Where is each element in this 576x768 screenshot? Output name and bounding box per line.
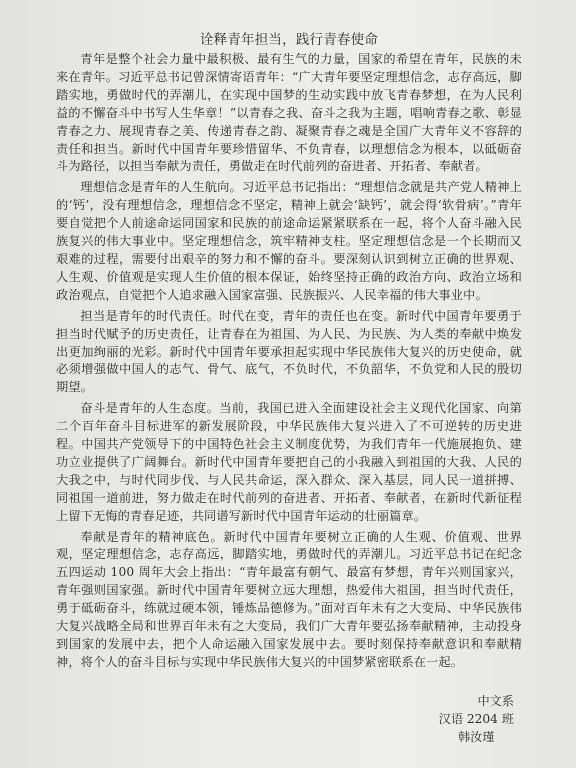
paragraph-struggle: 奋斗是青年的人生态度。当前，我国已进入全面建设社会主义现代化国家、向第二个百年奋斗目标进军的新发展阶段，中华民族伟大复兴进入了不可逆转的历史进程。中国共产党领导下的中国特色社会主义制度优势，为我们青年一代施展抱负、建功立业提供了广阔舞台。新时代中国青年要把自己的小我融入到祖国的大我、人民的大我之中，与时代同步伐、与人民共命运，深入群众、深入基层，同人民一道拼搏、同祖国一道前进，努力做走在时代前列的奋进者、开拓者、奉献者，在新时代新征程上留下无悔的青春足迹，共同谱写新时代中国青年运动的壮丽篇章。 — [56, 401, 522, 523]
signature-class: 汉语 2204 班 — [438, 712, 514, 726]
signature-department: 中文系 — [477, 694, 514, 708]
paragraph-responsibility: 担当是青年的时代责任。时代在变，青年的责任也在变。新时代中国青年要勇于担当时代赋予的历史责任，让青春在为祖国、为人民、为民族、为人类的奉献中焕发出更加绚丽的光彩。新时代中国青年要承担起实现中华民族伟大复兴的历史使命，就必须增强做中国人的志气、骨气、底气，不负时代，不负韶华，不负党和人民的殷切期望。 — [56, 308, 522, 395]
signature-name: 韩汝瑾 — [458, 730, 495, 744]
essay-body — [56, 30, 522, 675]
paragraph-dedication: 奉献是青年的精神底色。新时代中国青年要树立正确的人生观、价值观、世界观，坚定理想信念，志存高远，脚踏实地，勇做时代的弄潮儿。习近平总书记在纪念五四运动 100 周年大会上指出：“青年最富有朝气、最富有梦想，青年兴则国家兴，青年强则国家强。新时代中国青年要树立远大理想，热爱伟大祖国，担当时代责任，勇于砥砺奋斗，练就过硬本领，锤炼品德修为。”面对百年未有之大变局、中华民族伟大复兴战略全局和世界百年未有之大变局，我们广大青年要弘扬奉献精神，主动投身到国家的发展中去，把个人命运融入国家发展中去。要时刻保持奉献意识和奉献精神，将个人的奋斗目标与实现中华民族伟大复兴的中国梦紧密联系在一起。 — [56, 529, 522, 669]
signature-block — [439, 692, 514, 746]
paragraph-ideals: 理想信念是青年的人生航向。习近平总书记指出：“理想信念就是共产党人精神上的‘钙’，没有理想信念，理想信念不坚定，精神上就会‘缺钙’，就会得‘软骨病’。”青年要自觉把个人前途命运同国家和民族的前途命运紧紧联系在一起，将个人奋斗融入民族复兴的伟大事业中。坚定理想信念，筑牢精神支柱。坚定理想信念是一个长期而又艰难的过程，需要付出艰辛的努力和不懈的奋斗。要深刻认识到树立正确的世界观、人生观、价值观是实现人生价值的根本保证，始终坚持正确的政治方向、政治立场和政治观点，自觉把个人追求融入国家富强、民族振兴、人民幸福的伟大事业中。 — [56, 180, 522, 302]
paragraph-intro: 青年是整个社会力量中最积极、最有生气的力量，国家的希望在青年，民族的未来在青年。习近平总书记曾深情寄语青年：“广大青年要坚定理想信念，志存高远，脚踏实地，勇做时代的弄潮儿，在实现中国梦的生动实践中放飞青春梦想，在为人民利益的不懈奋斗中书写人生华章！”以青春之我、奋斗之我为主题，唱响青春之歌、彰显青春之力、展现青春之美、传递青春之韵、凝聚青春之魂是全国广大青年义不容辞的责任和担当。新时代中国青年要珍惜留华、不负青春，以理想信念为根本，以砥砺奋斗为路径，以担当奉献为责任，勇做走在时代前列的奋进者、开拓者、奉献者。 — [56, 52, 522, 174]
essay-title: 诠释青年担当，践行青春使命 — [199, 32, 379, 48]
